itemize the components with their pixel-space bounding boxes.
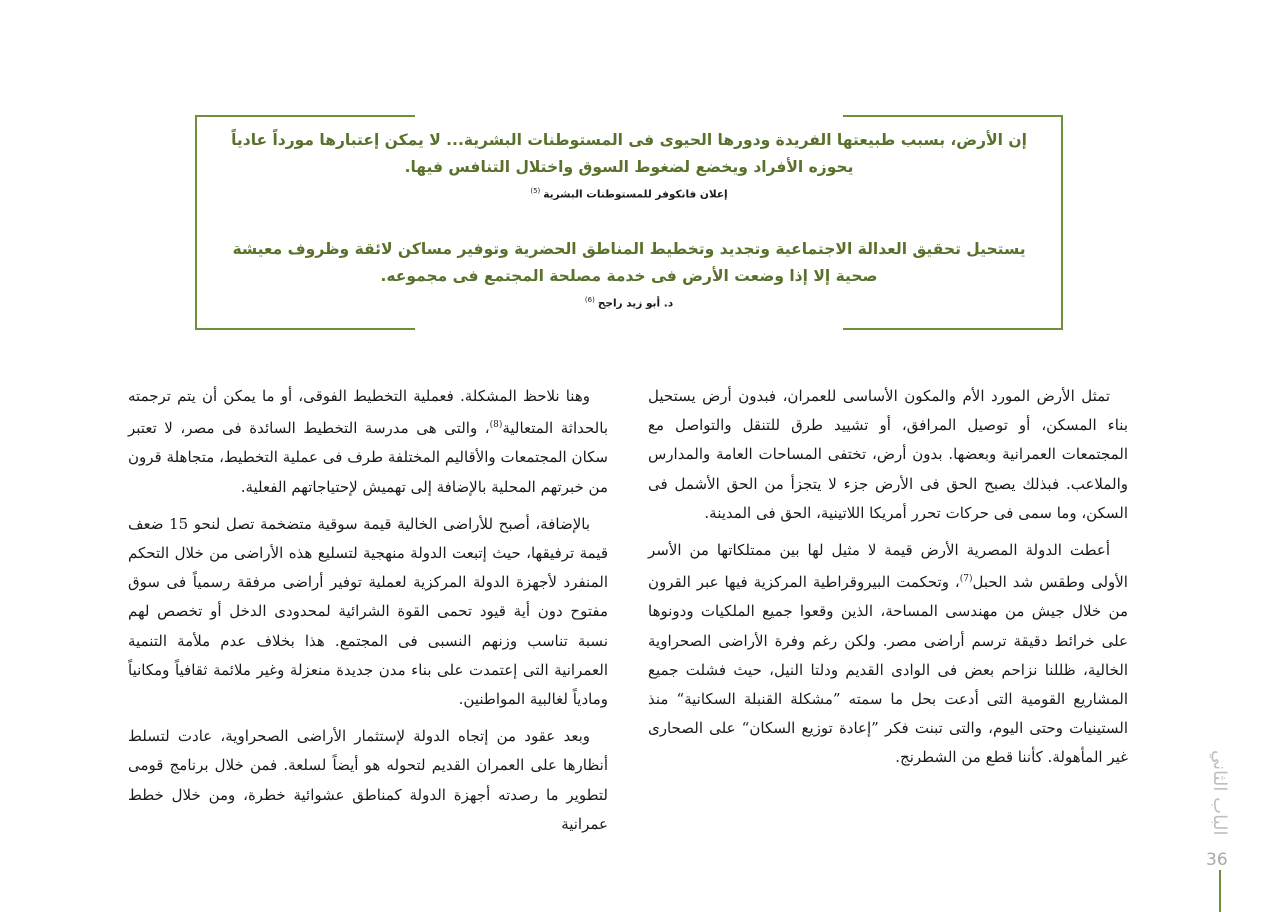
quote-1: [225, 127, 1033, 203]
quote-box: [195, 115, 1063, 330]
quote-2: [225, 236, 1033, 312]
right-text-column: [648, 382, 1128, 781]
left-text-column: [128, 382, 608, 847]
quote-2-footnote-ref: (6): [584, 296, 595, 304]
left-paragraph-1-part-a: وهنا نلاحظ المشكلة. فعملية التخطيط الفوقى، أو ما يمكن أن يتم ترجمته بالحداثة المتعالية: [128, 387, 608, 438]
left-paragraph-1-part-b: ، والتى هى مدرسة التخطيط السائدة فى مصر، لا تعتبر سكان المجتمعات والأقاليم المختلفة طرف فى عملية التخطيط، متجاهلة قرون من خبرتهم المحلية بالإضافة إلى تهميش لإحتياجاتهم الفعلية.: [128, 419, 608, 496]
quote-box-top-right-border: [843, 115, 1063, 117]
page-accent-bar: [1219, 870, 1221, 912]
quote-box-bottom-left-border: [195, 328, 415, 330]
quote-1-source: [225, 183, 1033, 203]
right-paragraph-1: تمثل الأرض المورد الأم والمكون الأساسى للعمران، فبدون أرض يستحيل بناء المسكن، أو توصيل المرافق، أو تشييد طرق للتنقل والتواصل مع المجتمعات العمرانية وبعضها. بدون أرض، تختفى المساحات العامة والمدارس والملاعب. فبذلك يصبح الحق فى الأرض جزء لا يتجزأ من الحق الأشمل فى السكن، وما سمى فى حركات تحرر أمريكا اللاتينية، الحق فى المدينة.: [648, 387, 1128, 522]
quote-2-source: [225, 292, 1033, 312]
quote-2-source-text: د. أبو زيد راجح: [597, 297, 674, 310]
right-paragraph-2: [648, 536, 1128, 773]
chapter-side-label: الباب الثاني: [1209, 749, 1230, 836]
left-paragraph-3: وبعد عقود من إتجاه الدولة لإستثمار الأراضى الصحراوية، عادت لتسلط أنظارها على العمران القديم لتحوله هو أيضاً لسلعة. فمن خلال برنامج قومى لتطوير ما رصدته أجهزة الدولة كمناطق عشوائية خطرة، ومن خلال خطط عمرانية: [128, 727, 608, 833]
quote-box-left-border: [195, 115, 197, 330]
footnote-ref-8: (8): [489, 420, 503, 431]
quote-1-text: إن الأرض، بسبب طبيعتها الفريدة ودورها الحيوى فى المستوطنات البشرية... لا يمكن إعتبارها مورداً عادياً يحوزه الأفراد ويخضع لضغوط السوق واختلال التنافس فيها.: [231, 131, 1027, 176]
quote-1-source-text: إعلان فانكوفر للمستوطنات البشرية: [543, 188, 728, 201]
footnote-ref-7: (7): [959, 574, 973, 585]
quote-2-text: يستحيل تحقيق العدالة الاجتماعية وتجديد وتخطيط المناطق الحضرية وتوفير مساكن لائقة وظروف معيشة صحية إلا إذا وضعت الأرض فى خدمة مصلحة المجتمع فى مجموعه.: [232, 240, 1026, 285]
left-paragraph-2: بالإضافة، أصبح للأراضى الخالية قيمة سوقية متضخمة تصل لنحو 15 ضعف قيمة ترفيقها، حيث إتبعت الدولة منهجية لتسليع هذه الأراضى من خلال التحكم المنفرد لأجهزة الدولة المركزية لعملية توفير أراضى مرفقة رسمياً فى سوق مفتوح دون أية قيود تحمى القوة الشرائية لمحدودى الدخل أو تخصص لهم نسبة تناسب وزنهم النسبى فى المجتمع. هذا بخلاف عدم ملأمة التنمية العمرانية التى إعتمدت على بناء مدن جديدة منعزلة وغير ملائمة ثقافياً ومكانياً ومادياً لغالبية المواطنين.: [128, 514, 608, 709]
page-number: 36: [1206, 850, 1228, 870]
quote-box-bottom-right-border: [843, 328, 1063, 330]
quote-box-top-left-border: [195, 115, 415, 117]
right-paragraph-2-part-b: ، وتحكمت البيروقراطية المركزية فيها عبر القرون من خلال جيش من مهندسى المساحة، الذين وقعوا جميع الملكيات ودونوها على خرائط دقيقة ترسم أراضى مصر. ولكن رغم وفرة الأراضى الصحراوية الخالية، ظللنا نزاحم بعض فى الوادى القديم ودلتا النيل، حيث فشلت جميع المشاريع القومية التى أدعت بحل ما سمته ”مشكلة القنبلة السكانية“ منذ الستينيات وحتى اليوم، والتى تبنت فكر ”إعادة توزيع السكان“ على الصحارى غير المأهولة. كأننا قطع من الشطرنج.: [648, 573, 1128, 767]
left-paragraph-1: [128, 382, 608, 502]
right-paragraph-2-part-a: أعطت الدولة المصرية الأرض قيمة لا مثيل لها بين ممتلكاتها من الأسر الأولى وطقس شد الحبل: [648, 541, 1128, 592]
quote-box-right-border: [1061, 115, 1063, 330]
quote-1-footnote-ref: (5): [530, 187, 541, 195]
